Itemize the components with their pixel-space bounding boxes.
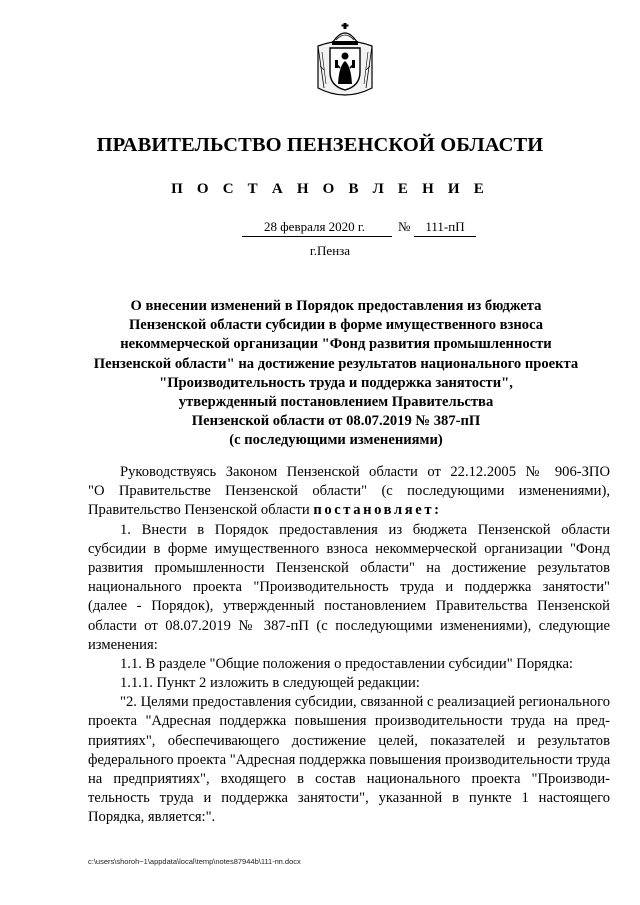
file-path-footer: c:\users\shoroh~1\appdata\local\temp\notes87944b\111-пп.docx xyxy=(88,857,301,866)
number-sign: № xyxy=(398,219,411,234)
document-subject xyxy=(76,297,596,451)
body-line: национального проекта "Производительность труда и поддержка занятости" xyxy=(88,579,610,596)
subject-line: (с последующими изменениями) xyxy=(229,432,443,449)
city: г.Пенза xyxy=(309,243,351,258)
body-line: "2. Целями предоставления субсидии, связанной с реализацией регионального xyxy=(120,694,610,711)
body-line: 1.1. В разделе "Общие положения о предоставлении субсидии" Порядка: xyxy=(120,655,573,672)
preamble-text: Правительство Пензенской области xyxy=(88,502,310,519)
subject-line: "Производительность труда и поддержка занятости", xyxy=(159,374,513,391)
body-line: проекта "Адресная поддержка повышения производительности труда на пред- xyxy=(88,713,610,730)
resolves-word: постановляет: xyxy=(313,502,442,519)
government-title: ПРАВИТЕЛЬСТВО ПЕНЗЕНСКОЙ ОБЛАСТИ xyxy=(96,134,544,156)
body-line: федерального проекта "Адресная поддержка повышения производительности труда xyxy=(88,751,611,768)
body-line: субсидии в форме имущественного взноса некоммерческой организации "Фонд xyxy=(88,540,610,557)
subject-line: Пензенской области" на достижение результатов национального проекта xyxy=(93,355,579,372)
body-line: Порядка, является:". xyxy=(88,809,216,826)
subject-line: утвержденный постановлением Правительства xyxy=(178,394,494,411)
document-type: П О С Т А Н О В Л Е Н И Е xyxy=(171,181,489,197)
body-line: изменения: xyxy=(88,636,158,653)
body-line: 1.1.1. Пункт 2 изложить в следующей редакции: xyxy=(120,675,420,692)
body-line: 1. Внести в Порядок предоставления из бюджета Пензенской области xyxy=(120,521,610,538)
body-line: тельность труда и поддержка занятости", указанной в пункте 1 настоящего xyxy=(88,790,610,807)
body-line: приятиях", обеспечивающего достижение целей, показателей и результатов xyxy=(88,732,610,749)
body-line: развития промышленности Пензенской области" на достижение результатов xyxy=(88,559,610,576)
body-line xyxy=(88,501,610,520)
document-date: 28 февраля 2020 г. xyxy=(242,218,392,237)
document-number: 111-пП xyxy=(414,218,476,237)
body-line: "О Правительстве Пензенской области" (с последующими изменениями), xyxy=(88,483,610,500)
coat-of-arms-icon xyxy=(314,22,376,100)
subject-line: О внесении изменений в Порядок предоставления из бюджета xyxy=(130,298,542,314)
body-line: (далее - Порядок), утвержденный постановлением Правительства Пензенской xyxy=(88,598,610,615)
body-line: на предприятиях", входящего в состав национального проекта "Производи- xyxy=(88,771,610,787)
subject-line: некоммерческой организации "Фонд развития промышленности xyxy=(120,336,552,353)
subject-line: Пензенской области от 08.07.2019 № 387-пП xyxy=(191,413,481,430)
body-line: Руководствуясь Законом Пензенской области от 22.12.2005 № 906-ЗПО xyxy=(120,464,610,480)
document-body xyxy=(88,463,610,828)
body-line: области от 08.07.2019 № 387-пП (с последующими изменениями), следующие xyxy=(88,617,610,634)
subject-line: Пензенской области субсидии в форме имущественного взноса xyxy=(128,317,544,334)
